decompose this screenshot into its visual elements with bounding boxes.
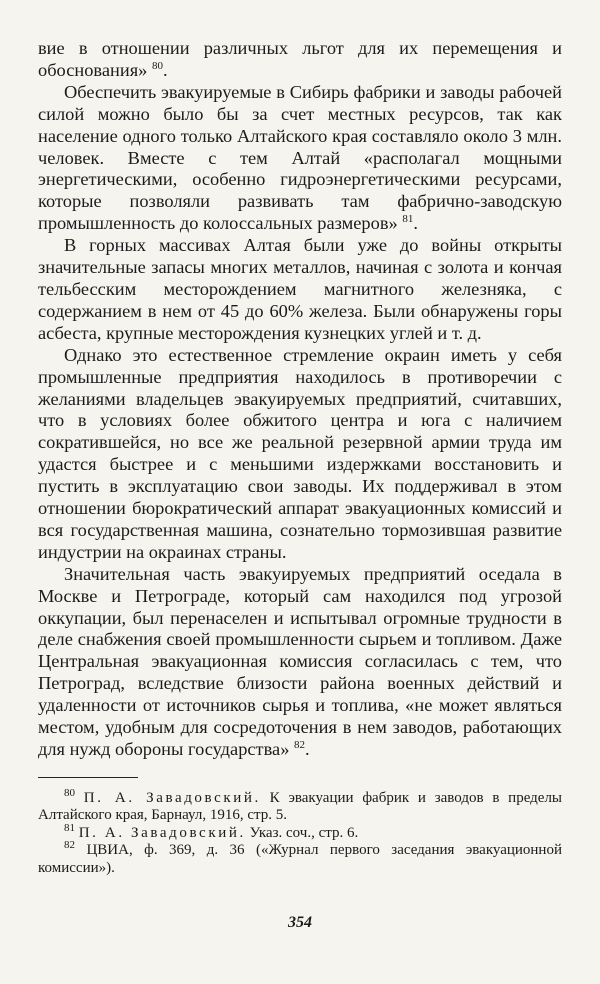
paragraph-owners-conflict	[38, 345, 562, 564]
page-body	[38, 38, 562, 877]
footnote-author: П. А. Завадовский.	[78, 824, 246, 841]
paragraph-tail: .	[162, 59, 168, 80]
footnote-divider	[38, 777, 138, 778]
footnote-reference: 82	[294, 738, 305, 751]
footnote-82	[38, 839, 562, 877]
paragraph-altai-labor	[38, 82, 562, 235]
footnote-author: П. А. Завадовский.	[83, 789, 261, 806]
footnote-mark: 82	[64, 839, 75, 852]
footnote-81	[38, 821, 562, 842]
page-number: 354	[288, 914, 312, 931]
footnote-text: ЦВИА, ф. 369, д. 36 («Журнал первого заседания эвакуационной комиссии»).	[38, 842, 562, 876]
footnote-reference: 80	[151, 59, 163, 72]
paragraph-tail: .	[413, 213, 418, 234]
footnote-reference: 81	[402, 213, 414, 226]
paragraph-altai-resources	[38, 235, 562, 345]
paragraph-text: В горных массивах Алтая были уже до войны открыты значительные запасы многих металлов, начиная с золота и кончая тельбесским месторождением магнитного железняка, с содержанием в нем от 45 до 60% железа. Были обнаружены горы асбеста, крупные месторождения кузнецких углей и т. д.	[38, 235, 562, 343]
paragraph-text: Однако это естественное стремление окраин иметь у себя промышленные предприятия находилось в противоречии с желаниями владельцев эвакуируемых предприятий, считавших, что в условиях более обжитого центра и юга с наличием сократившейся, но все же реальной резервной армии труда им удастся быстрее и с меньшими издержками восстановить и пустить в эксплуатацию свои заводы. Их поддерживал в этом отношении бюрократический аппарат эвакуационных комиссий и вся государственная машина, сознательно тормозившая развитие индустрии на окраинах страны.	[38, 344, 562, 562]
footnote-80	[38, 786, 563, 825]
paragraph-tail: .	[305, 739, 310, 759]
footnote-text: Указ. соч., стр. 6.	[249, 824, 359, 841]
paragraph-moscow-petrograd	[38, 564, 562, 761]
footnote-text: К эвакуации фабрик и заводов в пределы Алтайского края, Барнаул, 1916, стр. 5.	[38, 789, 563, 824]
paragraph-continuation	[38, 38, 562, 82]
paragraph-text: вие в отношении различных льгот для их перемещения и обоснования»	[38, 38, 562, 80]
footnote-mark: 80	[64, 786, 75, 799]
paragraph-text: Обеспечить эвакуируемые в Сибирь фабрики и заводы рабочей силой можно было бы за счет местных ресурсов, так как население одного только Алтайского края составляло около 3 млн. человек. Вместе с тем Алтай «располагал мощными энергетическими, особенно гидроэнергетическими ресурсами, которые позволяли развивать там фабрично-заводскую промышленность до колоссальных размеров»	[38, 81, 562, 234]
footnote-mark: 81	[64, 821, 75, 834]
paragraph-text: Значительная часть эвакуируемых предприятий оседала в Москве и Петрограде, который сам находился под угрозой оккупации, был перенаселен и испытывал огромные трудности в деле снабжения своей промышленности сырьем и топливом. Даже Центральная эвакуационная комиссия согласилась с тем, что Петроград, вследствие близости района военных действий и удаленности от источников сырья и топлива, «не может являться местом, удобным для сосредоточения в нем заводов, работающих для нужд обороны государства»	[38, 563, 562, 759]
